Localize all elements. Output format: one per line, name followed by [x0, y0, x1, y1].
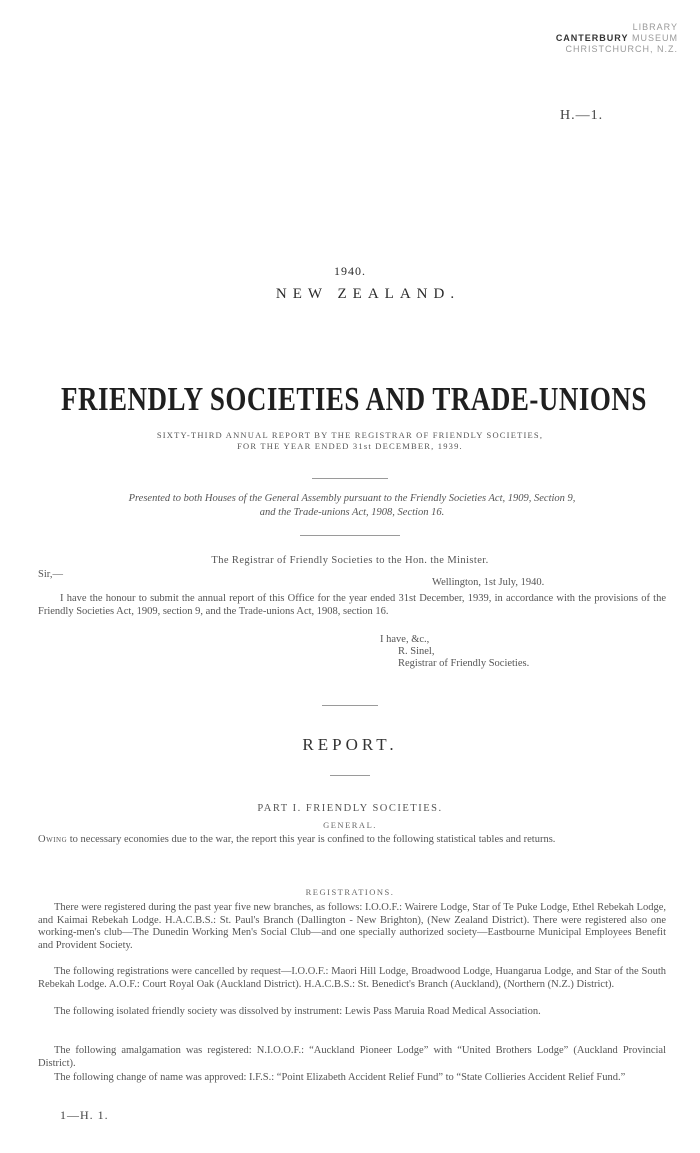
library-stamp [556, 22, 678, 55]
publication-year: 1940. [334, 264, 366, 278]
letter-body [38, 593, 666, 618]
document-title: FRIENDLY SOCIETIES AND TRADE-UNIONS [61, 380, 647, 418]
registrations-paragraph-5 [38, 1072, 666, 1085]
subtitle-line-2: FOR THE YEAR ENDED 31st DECEMBER, 1939. [237, 441, 463, 451]
stamp-line-canterbury: CANTERBURY [555, 33, 629, 43]
registrations-paragraph-1 [38, 902, 666, 952]
letter-signatory-title: Registrar of Friendly Societies. [398, 658, 530, 669]
document-reference: H.—1. [560, 108, 604, 123]
general-lead-word: Owing [38, 834, 68, 845]
registrations-paragraph-3 [38, 1006, 666, 1019]
presented-line-1: Presented to both Houses of the General Assembly pursuant to the Friendly Societies Act, 1909, Section 9, [128, 493, 576, 504]
letter-date: Wellington, 1st July, 1940. [432, 577, 545, 588]
letter-signatory: R. Sinel, [398, 646, 435, 657]
general-heading: GENERAL. [323, 820, 377, 830]
divider [300, 535, 400, 536]
registrations-paragraph-4 [38, 1045, 666, 1070]
presentation-note [38, 492, 666, 520]
document-subtitle [70, 430, 630, 452]
registrations-paragraph-2 [38, 966, 666, 991]
registrations-heading: REGISTRATIONS. [305, 887, 395, 897]
divider [312, 478, 388, 479]
general-text: to necessary economies due to the war, the report this year is confined to the following statistical tables and returns. [69, 834, 556, 845]
divider [330, 775, 370, 776]
paragraph-text: The following isolated friendly society was dissolved by instrument: Lewis Pass Maruia Road Medical Association. [54, 1006, 541, 1017]
presented-line-2: and the Trade-unions Act, 1908, Section 16. [259, 507, 445, 518]
country-heading: NEW ZEALAND. [275, 286, 461, 302]
paragraph-text: There were registered during the past year five new branches, as follows: I.O.O.F.: Wairere Lodge, Star of Te Puke Lodge, Ethel Rebekah Lodge, and Kaimai Rebekah Lodge. H.A.C.B.S.: St. Paul's Branch (Dallington - New Brighton), (New Zealand District). There were registered also one working-men's club—The Dunedin Working Men's Social Club—and one specially authorized society—Eastbourne Municipal Employees Benefit and Provident Society. [38, 902, 666, 951]
report-title: REPORT. [302, 735, 398, 754]
divider [322, 705, 378, 706]
subtitle-line-1: SIXTY-THIRD ANNUAL REPORT BY THE REGISTRAR OF FRIENDLY SOCIETIES, [156, 430, 544, 440]
letter-salutation: Sir,— [38, 569, 63, 580]
stamp-line-christchurch: CHRISTCHURCH, N.Z. [565, 44, 678, 54]
stamp-line-library: LIBRARY [632, 22, 678, 32]
letter-closing: I have, &c., [380, 634, 430, 645]
page-signature: 1—H. 1. [60, 1108, 109, 1122]
letter-body-text: I have the honour to submit the annual report of this Office for the year ended 31st December, 1939, in accordance with the provisions of the Friendly Societies Act, 1909, section 9, and the Trade-unions Act, 1908, section 16. [38, 593, 666, 617]
letter-heading: The Registrar of Friendly Societies to the Hon. the Minister. [211, 555, 489, 566]
general-paragraph [38, 834, 666, 847]
paragraph-text: The following registrations were cancelled by request—I.O.O.F.: Maori Hill Lodge, Broadwood Lodge, Huangarua Lodge, and Star of the South Rebekah Lodge. A.O.F.: Court Royal Oak (Auckland District). H.A.C.B.S.: St. Benedict's Branch (Auckland), (Northern (N.Z.) District). [38, 966, 666, 990]
paragraph-text: The following change of name was approved: I.F.S.: “Point Elizabeth Accident Relief Fund” to “State Collieries Accident Relief Fund.” [54, 1072, 626, 1083]
part-heading: PART I. FRIENDLY SOCIETIES. [257, 803, 443, 814]
stamp-line-museum: MUSEUM [632, 33, 678, 43]
paragraph-text: The following amalgamation was registered: N.I.O.O.F.: “Auckland Pioneer Lodge” with “United Brothers Lodge” (Auckland Provincial District). [38, 1045, 666, 1069]
